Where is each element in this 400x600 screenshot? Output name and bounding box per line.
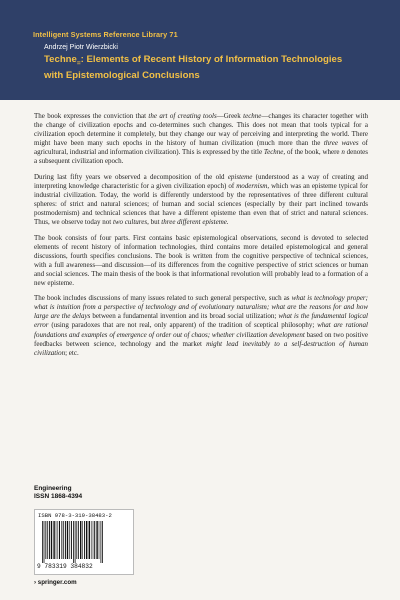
body-text-run: During last fifty years we observed a decomposition of the old [34,172,228,181]
emphasis-text: two cultures [112,218,148,227]
isbn-label: ISBN 978-3-319-38483-2 [38,512,112,519]
emphasis-text: what are rational foundations and examples of emergence of order out of chaos; whether civilization development [34,321,369,339]
body-text-run: of agricultural, industrial and information civilization). This is expressed by the title [34,139,368,157]
body-text-run: , but [147,218,162,227]
blurb-text [34,112,368,364]
barcode-digits: 9 783319 384832 [37,563,93,570]
book-title [44,54,384,83]
emphasis-text: techne [243,112,262,120]
emphasis-text: three different episteme. [161,218,229,227]
blurb-paragraph [34,173,368,227]
emphasis-text: the art of creating tools [148,112,217,120]
body-text-run: The book consists of four parts. First contains basic epistemological observations, second is devoted to selected elements of recent history of information technologies, third contains more detailed epistemological and general discussions, fourth specifies conclusions. The book is written from the cognitive perspective of technical sciences, with a full awareness—and discussion—of its differences from the cognitive perspective of strict sciences or human and social sciences. The main thesis of the book is that informational revolution will probably lead to a formation of a new episteme. [34,233,368,287]
title-rest: : Elements of Recent History of Information Technologies [80,54,343,65]
body-text-run: The book includes discussions of many issues related to such general perspective, such as [34,294,292,303]
barcode-block [34,509,134,575]
series-name: Intelligent Systems Reference Library 71 [33,30,178,39]
publisher-website[interactable]: › springer.com [34,579,77,586]
emphasis-text: modernism [236,181,268,190]
emphasis-text: what is technology proper; what is intuition from a perspective of technology and of evolutionary naturalism; what are the reasons for and how large are the delays [34,294,368,321]
emphasis-text: what is the fundamental logical error [34,312,368,330]
cover-header-band [0,0,400,100]
subject-category: Engineering [34,485,72,492]
author-name: Andrzej Piotr Wierzbicki [44,44,118,51]
title-prefix: Techne [44,54,77,65]
title-line-2: with Epistemological Conclusions [44,70,200,82]
issn-number: ISSN 1868-4394 [34,493,83,500]
body-text-run: ; etc. [65,348,79,357]
title-subscript: = [76,59,81,67]
body-text-run: , of the book, where [283,148,342,157]
cover-footer [34,485,368,586]
emphasis-text: n [341,148,345,157]
emphasis-text: three waves [323,139,359,148]
emphasis-text: might lead inevitably to a self-destruction of human civilization [34,339,368,357]
barcode-icon [41,521,127,563]
body-text-run: —Greek [216,112,244,120]
body-text-run: —changes its character together with the change of civilization epochs and co-determines such changes. This does not mean that tools typical for a civilization epoch determine it completely, but they change our way of perceiving and interpreting the world. There might have been many such epochs in the history of human civilization (much more than the [34,112,368,148]
blurb-paragraph [34,294,368,357]
body-text-run: The book expresses the conviction that [34,112,149,120]
body-text-run: (using paradoxes that are not real, only apparent) of the tradition of sceptical philosophy; [48,321,318,330]
body-text-run: , which was an episteme typical for industrial civilization. Today, the world is differently understood by the representatives of three different cultural spheres: of strict and natural sciences; of human and social sciences (especially by their part inclined towards postmodernism) and technical sciences that have a different episteme than even that of strict and natural sciences. Thus, we observe today not [34,181,368,227]
body-text-run: denotes a subsequent civilization epoch. [34,148,368,166]
blurb-paragraph [34,112,368,166]
body-text-run: (understood as a way of creating and interpreting knowledge characteristic for a given civilization epoch) of [34,172,368,190]
body-text-run: based on two positive feedbacks between science, technology and the market [34,330,368,348]
blurb-paragraph [34,234,368,288]
emphasis-text: episteme [227,172,253,181]
emphasis-text: Techne [263,148,284,157]
body-text-run: between a fundamental invention and its broad social utilization; [90,312,279,321]
